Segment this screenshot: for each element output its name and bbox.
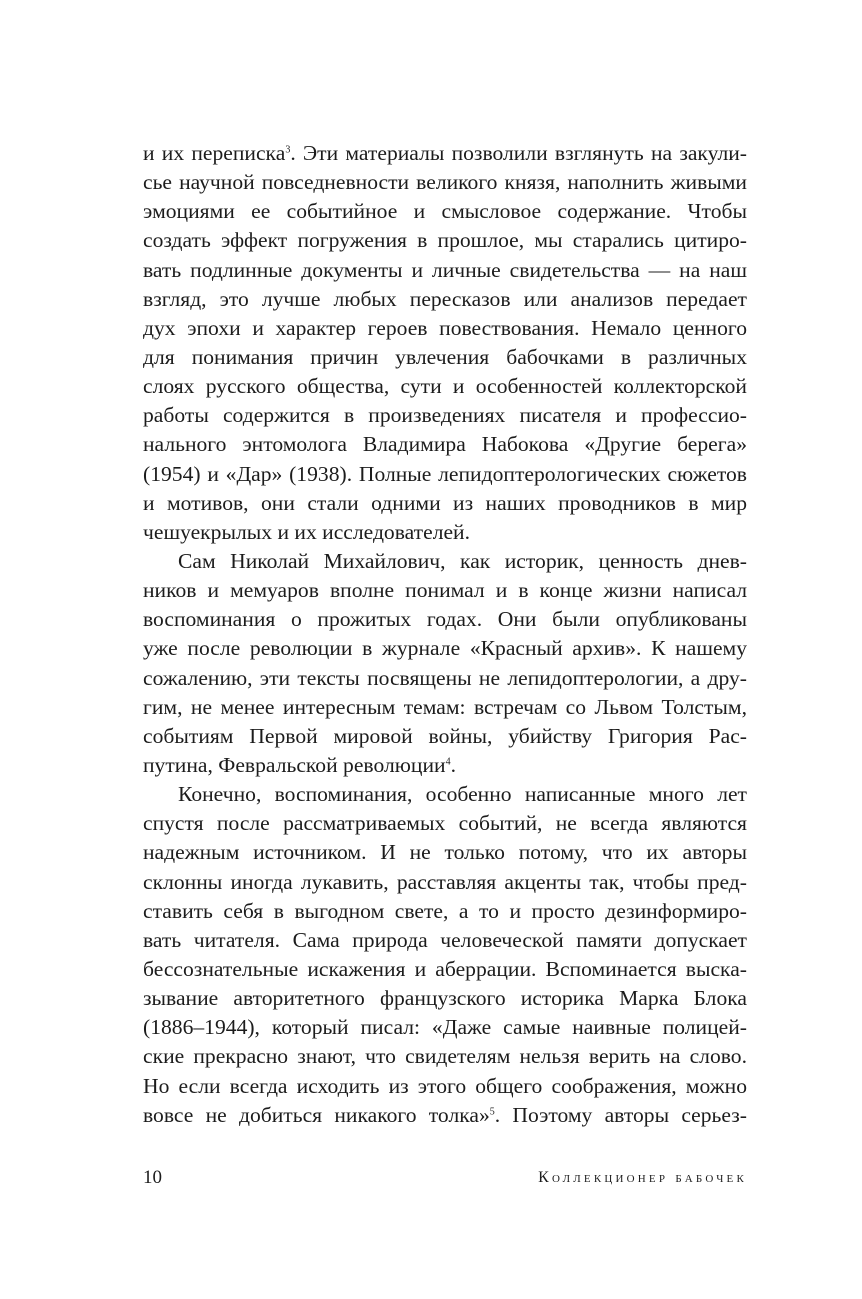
text-line: взгляд, это лучше любых пересказов или анализов передает bbox=[143, 287, 747, 311]
text-line: воспоминания о прожитых годах. Они были опубликованы bbox=[143, 607, 747, 631]
text-line: (1954) и «Дар» (1938). Полные лепидоптерологических сюжетов bbox=[143, 462, 747, 486]
text-line: вать читателя. Сама природа человеческой памяти допускает bbox=[143, 928, 747, 952]
text-line: нального энтомолога Владимира Набокова «Другие берега» bbox=[143, 432, 747, 456]
text-line: эмоциями ее событийное и смысловое содержание. Чтобы bbox=[143, 199, 747, 223]
text-line: чешуекрылых и их исследователей. bbox=[143, 520, 471, 544]
text-line: надежным источником. И не только потому, что их авторы bbox=[143, 840, 747, 864]
text-line: бессознательные искажения и аберрации. Вспоминается выска- bbox=[143, 957, 747, 981]
text-line: дух эпохи и характер героев повествования. Немало ценного bbox=[143, 316, 747, 340]
text-line: для понимания причин увлечения бабочками в различных bbox=[143, 345, 747, 369]
text-line: ников и мемуаров вполне понимал и в конце жизни написал bbox=[143, 578, 747, 602]
text-line: слоях русского общества, сути и особенностей коллекторской bbox=[143, 374, 747, 398]
text-line: вать подлинные документы и личные свидетельства — на наш bbox=[143, 258, 747, 282]
running-title: Коллекционер бабочек bbox=[538, 1169, 747, 1186]
text-line: Конечно, воспоминания, особенно написанные много лет bbox=[178, 782, 747, 806]
text-line: зывание авторитетного французского историка Марка Блока bbox=[143, 986, 747, 1010]
text-line: вовсе не добиться никакого толка»$^5$. Поэтому авторы серьез- bbox=[143, 1103, 747, 1127]
text-line: Сам Николай Михайлович, как историк, ценность днев- bbox=[178, 549, 747, 573]
page-number: 10 bbox=[143, 1167, 162, 1188]
text-line: создать эффект погружения в прошлое, мы старались цитиро- bbox=[143, 228, 747, 252]
text-line: сье научной повседневности великого князя, наполнить живыми bbox=[143, 170, 747, 194]
text-line: ставить себя в выгодном свете, а то и просто дезинформиро- bbox=[143, 899, 747, 923]
text-line: склонны иногда лукавить, расставляя акценты так, чтобы пред- bbox=[143, 870, 747, 894]
footnote-ref[interactable]: 5 bbox=[489, 1106, 495, 1118]
text-line: гим, не менее интересным темам: встречам со Львом Толстым, bbox=[143, 695, 747, 719]
text-line: ские прекрасно знают, что свидетелям нельзя верить на слово. bbox=[143, 1044, 747, 1068]
text-line: спустя после рассматриваемых событий, не всегда являются bbox=[143, 811, 747, 835]
text-line: и мотивов, они стали одними из наших проводников в мир bbox=[143, 491, 747, 515]
text-line: путина, Февральской революции$^4$. bbox=[143, 753, 456, 777]
text-line: Но если всегда исходить из этого общего соображения, можно bbox=[143, 1074, 747, 1098]
text-line: событиям Первой мировой войны, убийству Григория Рас- bbox=[143, 724, 747, 748]
text-line: уже после революции в журнале «Красный архив». К нашему bbox=[143, 636, 747, 660]
text-line: работы содержится в произведениях писателя и профессио- bbox=[143, 403, 747, 427]
text-line: и их переписка$^3$. Эти материалы позволили взглянуть на закули- bbox=[143, 141, 747, 165]
footnote-ref[interactable]: 3 bbox=[285, 144, 291, 156]
text-line: сожалению, эти тексты посвящены не лепидоптерологии, а дру- bbox=[143, 666, 747, 690]
text-line: (1886–1944), который писал: «Даже самые наивные полицей- bbox=[143, 1015, 747, 1039]
footnote-ref[interactable]: 4 bbox=[445, 756, 451, 768]
